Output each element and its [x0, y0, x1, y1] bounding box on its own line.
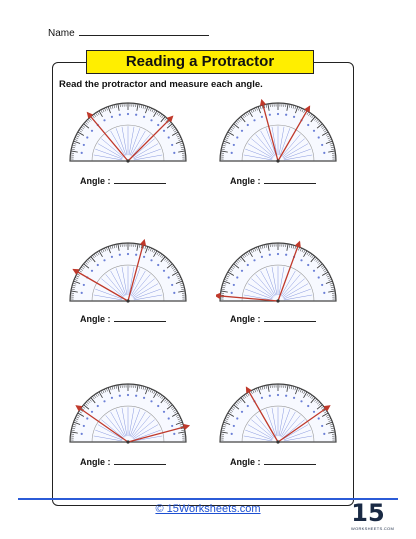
protractor-scale-mark — [323, 292, 325, 294]
problem-6 — [216, 378, 366, 498]
protractor-scale-mark — [81, 152, 83, 154]
protractor-scale-mark — [313, 270, 315, 272]
protractor-scale-mark — [236, 136, 238, 138]
protractor-scale-mark — [83, 284, 85, 286]
answer-blank-line[interactable] — [114, 456, 166, 465]
problem-1 — [66, 97, 216, 217]
protractor-scale-mark — [150, 400, 152, 402]
answer-blank-line[interactable] — [264, 456, 316, 465]
protractor-scale-mark — [157, 405, 159, 407]
protractor-scale-mark — [91, 130, 93, 132]
protractor-scale-mark — [300, 400, 302, 402]
protractor-scale-mark — [241, 411, 243, 413]
name-label: Name — [48, 28, 75, 39]
protractor-scale-mark — [277, 113, 279, 115]
protractor-scale-mark — [231, 433, 233, 435]
protractor-scale-mark — [247, 264, 249, 266]
protractor-scale-mark — [163, 411, 165, 413]
protractor-scale-mark — [103, 259, 105, 261]
protractor-scale-mark — [253, 259, 255, 261]
protractor-figure — [216, 97, 340, 167]
site-logo — [351, 499, 395, 534]
protractor-figure — [66, 378, 190, 448]
protractor-scale-mark — [261, 397, 263, 399]
answer-blank-line[interactable] — [264, 175, 316, 184]
answer-field — [230, 175, 316, 186]
protractor-center-point — [276, 299, 279, 302]
protractor-center-point — [126, 159, 129, 162]
protractor-scale-mark — [293, 397, 295, 399]
protractor-scale-mark — [277, 253, 279, 255]
problem-4 — [216, 237, 366, 357]
protractor-scale-mark — [135, 395, 137, 397]
protractor-figure — [216, 378, 340, 448]
footer-copyright-link[interactable]: © 15Worksheets.com — [155, 503, 261, 515]
protractor-center-point — [126, 299, 129, 302]
protractor-scale-mark — [321, 425, 323, 427]
protractor-figure — [216, 237, 340, 307]
protractor-scale-mark — [157, 264, 159, 266]
protractor-scale-mark — [285, 254, 287, 256]
protractor-scale-mark — [247, 124, 249, 126]
protractor-scale-mark — [83, 425, 85, 427]
protractor-scale-mark — [241, 270, 243, 272]
protractor-scale-mark — [307, 264, 309, 266]
protractor-scale-mark — [285, 395, 287, 397]
answer-blank-line[interactable] — [264, 313, 316, 322]
protractor-scale-mark — [103, 119, 105, 121]
answer-label: Angle : — [80, 176, 111, 186]
instructions: Read the protractor and measure each angle. — [59, 79, 263, 90]
protractor-scale-mark — [173, 433, 175, 435]
protractor-scale-mark — [150, 119, 152, 121]
protractor-scale-mark — [313, 130, 315, 132]
protractor-scale-mark — [135, 114, 137, 116]
protractor-scale-mark — [321, 284, 323, 286]
protractor-scale-mark — [307, 124, 309, 126]
protractor-scale-mark — [143, 256, 145, 258]
protractor-scale-mark — [168, 276, 170, 278]
protractor-scale-mark — [111, 256, 113, 258]
protractor-scale-mark — [321, 144, 323, 146]
protractor-center-point — [276, 159, 279, 162]
protractor-scale-mark — [323, 433, 325, 435]
protractor-scale-mark — [86, 136, 88, 138]
name-blank-line[interactable] — [79, 26, 209, 36]
answer-field — [230, 313, 316, 324]
protractor-scale-mark — [163, 270, 165, 272]
protractor-scale-mark — [313, 411, 315, 413]
protractor-scale-mark — [318, 417, 320, 419]
protractor-scale-mark — [83, 144, 85, 146]
protractor-scale-mark — [323, 152, 325, 154]
protractor-figure — [66, 237, 190, 307]
protractor-scale-mark — [231, 152, 233, 154]
answer-field — [80, 456, 166, 467]
protractor-scale-mark — [127, 394, 129, 396]
protractor-scale-mark — [150, 259, 152, 261]
worksheet-title: Reading a Protractor — [86, 50, 314, 74]
logo-text: WORKSHEETS.COM — [351, 526, 395, 531]
protractor-scale-mark — [269, 254, 271, 256]
answer-label: Angle : — [230, 176, 261, 186]
protractor-scale-mark — [81, 433, 83, 435]
protractor-scale-mark — [119, 395, 121, 397]
protractor-scale-mark — [119, 254, 121, 256]
protractor-scale-mark — [269, 395, 271, 397]
protractor-scale-mark — [111, 397, 113, 399]
protractor-scale-mark — [91, 270, 93, 272]
problem-5 — [66, 378, 216, 498]
problem-3 — [66, 237, 216, 357]
protractor-scale-mark — [253, 119, 255, 121]
protractor-scale-mark — [97, 264, 99, 266]
answer-field — [230, 456, 316, 467]
answer-label: Angle : — [230, 314, 261, 324]
protractor-scale-mark — [261, 256, 263, 258]
protractor-scale-mark — [127, 253, 129, 255]
protractor-scale-mark — [111, 116, 113, 118]
answer-blank-line[interactable] — [114, 175, 166, 184]
name-field — [48, 26, 209, 39]
protractor-scale-mark — [231, 292, 233, 294]
protractor-scale-mark — [318, 136, 320, 138]
protractor-scale-mark — [307, 405, 309, 407]
protractor-figure — [66, 97, 190, 167]
protractor-scale-mark — [143, 116, 145, 118]
protractor-scale-mark — [127, 113, 129, 115]
protractor-center-point — [126, 440, 129, 443]
protractor-scale-mark — [261, 116, 263, 118]
protractor-scale-mark — [157, 124, 159, 126]
logo-number: 15 — [351, 499, 385, 527]
protractor-scale-mark — [91, 411, 93, 413]
footer-divider — [18, 498, 398, 500]
protractor-scale-mark — [318, 276, 320, 278]
protractor-scale-mark — [285, 114, 287, 116]
answer-label: Angle : — [80, 314, 111, 324]
protractor-scale-mark — [236, 417, 238, 419]
protractor-scale-mark — [293, 116, 295, 118]
protractor-scale-mark — [171, 144, 173, 146]
protractor-scale-mark — [135, 254, 137, 256]
protractor-center-point — [276, 440, 279, 443]
answer-label: Angle : — [230, 457, 261, 467]
protractor-scale-mark — [233, 144, 235, 146]
protractor-scale-mark — [241, 130, 243, 132]
problem-2 — [216, 97, 366, 217]
protractor-scale-mark — [143, 397, 145, 399]
protractor-scale-mark — [277, 394, 279, 396]
answer-field — [80, 313, 166, 324]
protractor-scale-mark — [86, 417, 88, 419]
protractor-scale-mark — [163, 130, 165, 132]
protractor-scale-mark — [81, 292, 83, 294]
protractor-scale-mark — [171, 284, 173, 286]
protractor-scale-mark — [300, 259, 302, 261]
protractor-scale-mark — [269, 114, 271, 116]
protractor-scale-mark — [233, 425, 235, 427]
answer-label: Angle : — [80, 457, 111, 467]
protractor-scale-mark — [171, 425, 173, 427]
protractor-scale-mark — [168, 136, 170, 138]
protractor-scale-mark — [119, 114, 121, 116]
protractor-scale-mark — [233, 284, 235, 286]
answer-field — [80, 175, 166, 186]
protractor-scale-mark — [97, 405, 99, 407]
protractor-scale-mark — [103, 400, 105, 402]
protractor-scale-mark — [247, 405, 249, 407]
protractor-scale-mark — [173, 152, 175, 154]
protractor-scale-mark — [173, 292, 175, 294]
protractor-scale-mark — [168, 417, 170, 419]
answer-blank-line[interactable] — [114, 313, 166, 322]
protractor-scale-mark — [236, 276, 238, 278]
